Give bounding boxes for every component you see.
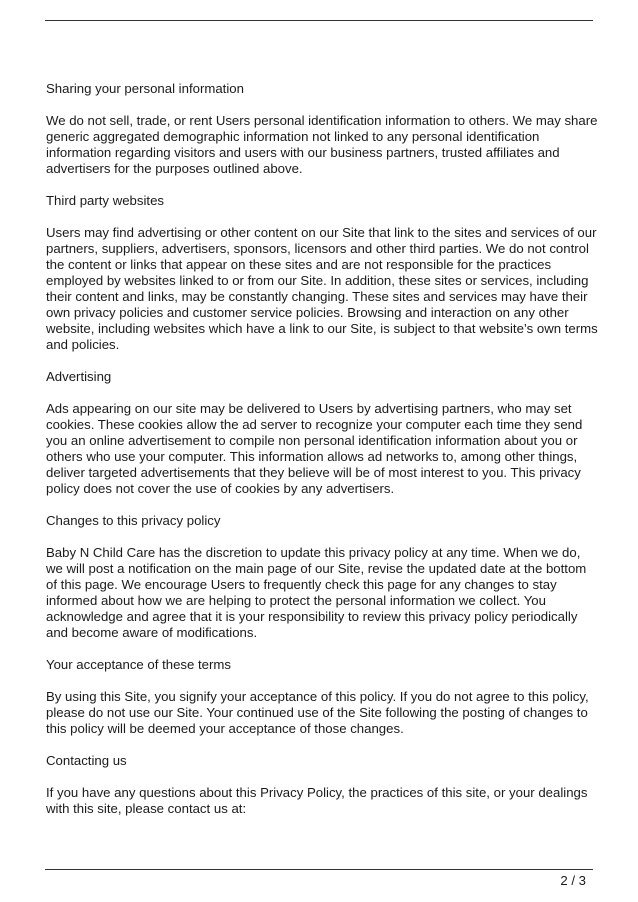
section-heading-changes: Changes to this privacy policy <box>46 513 221 528</box>
section-heading-sharing: Sharing your personal information <box>46 81 244 96</box>
section-heading-acceptance: Your acceptance of these terms <box>46 657 231 672</box>
footer-rule <box>45 869 593 870</box>
document-body <box>46 81 598 833</box>
section-body-acceptance: By using this Site, you signify your acceptance of this policy. If you do not agree to this policy, please do not use our Site. Your continued use of the Site following the posting of changes to this policy will be deemed your acceptance of those changes. <box>46 689 589 736</box>
section-body-changes: Baby N Child Care has the discretion to update this privacy policy at any time. When we do, we will post a notification on the main page of our Site, revise the updated date at the bottom of this page. We encourage Users to frequently check this page for any changes to stay informed about how we are helping to protect the personal information we collect. You acknowledge and agree that it is your responsibility to review this privacy policy periodically and become aware of modifications. <box>46 545 587 640</box>
page-number: 2 / 3 <box>560 873 586 888</box>
section-heading-third-party: Third party websites <box>46 193 164 208</box>
section-body-advertising: Ads appearing on our site may be delivered to Users by advertising partners, who may set cookies. These cookies allow the ad server to recognize your computer each time they send you an online advertisement to compile non personal identification information about you or others who use your computer. This information allows ad networks to, among other things, deliver targeted advertisements that they believe will be of most interest to you. This privacy policy does not cover the use of cookies by any advertisers. <box>46 401 583 496</box>
section-heading-contact: Contacting us <box>46 753 127 768</box>
section-body-contact: If you have any questions about this Privacy Policy, the practices of this site, or your dealings with this site, please contact us at: <box>46 785 588 816</box>
section-body-sharing: We do not sell, trade, or rent Users personal identification information to others. We may share generic aggregated demographic information not linked to any personal identification information regarding visitors and users with our business partners, trusted affiliates and advertisers for the purposes outlined above. <box>46 113 598 176</box>
section-heading-advertising: Advertising <box>46 369 112 384</box>
header-rule <box>45 20 593 21</box>
section-body-third-party: Users may find advertising or other content on our Site that link to the sites and services of our partners, suppliers, advertisers, sponsors, licensors and other third parties. We do not control the content or links that appear on these sites and are not responsible for the practices employed by websites linked to or from our Site. In addition, these sites or services, including their content and links, may be constantly changing. These sites and services may have their own privacy policies and customer service policies. Browsing and interaction on any other website, including websites which have a link to our Site, is subject to that website’s own terms and policies. <box>46 225 598 352</box>
